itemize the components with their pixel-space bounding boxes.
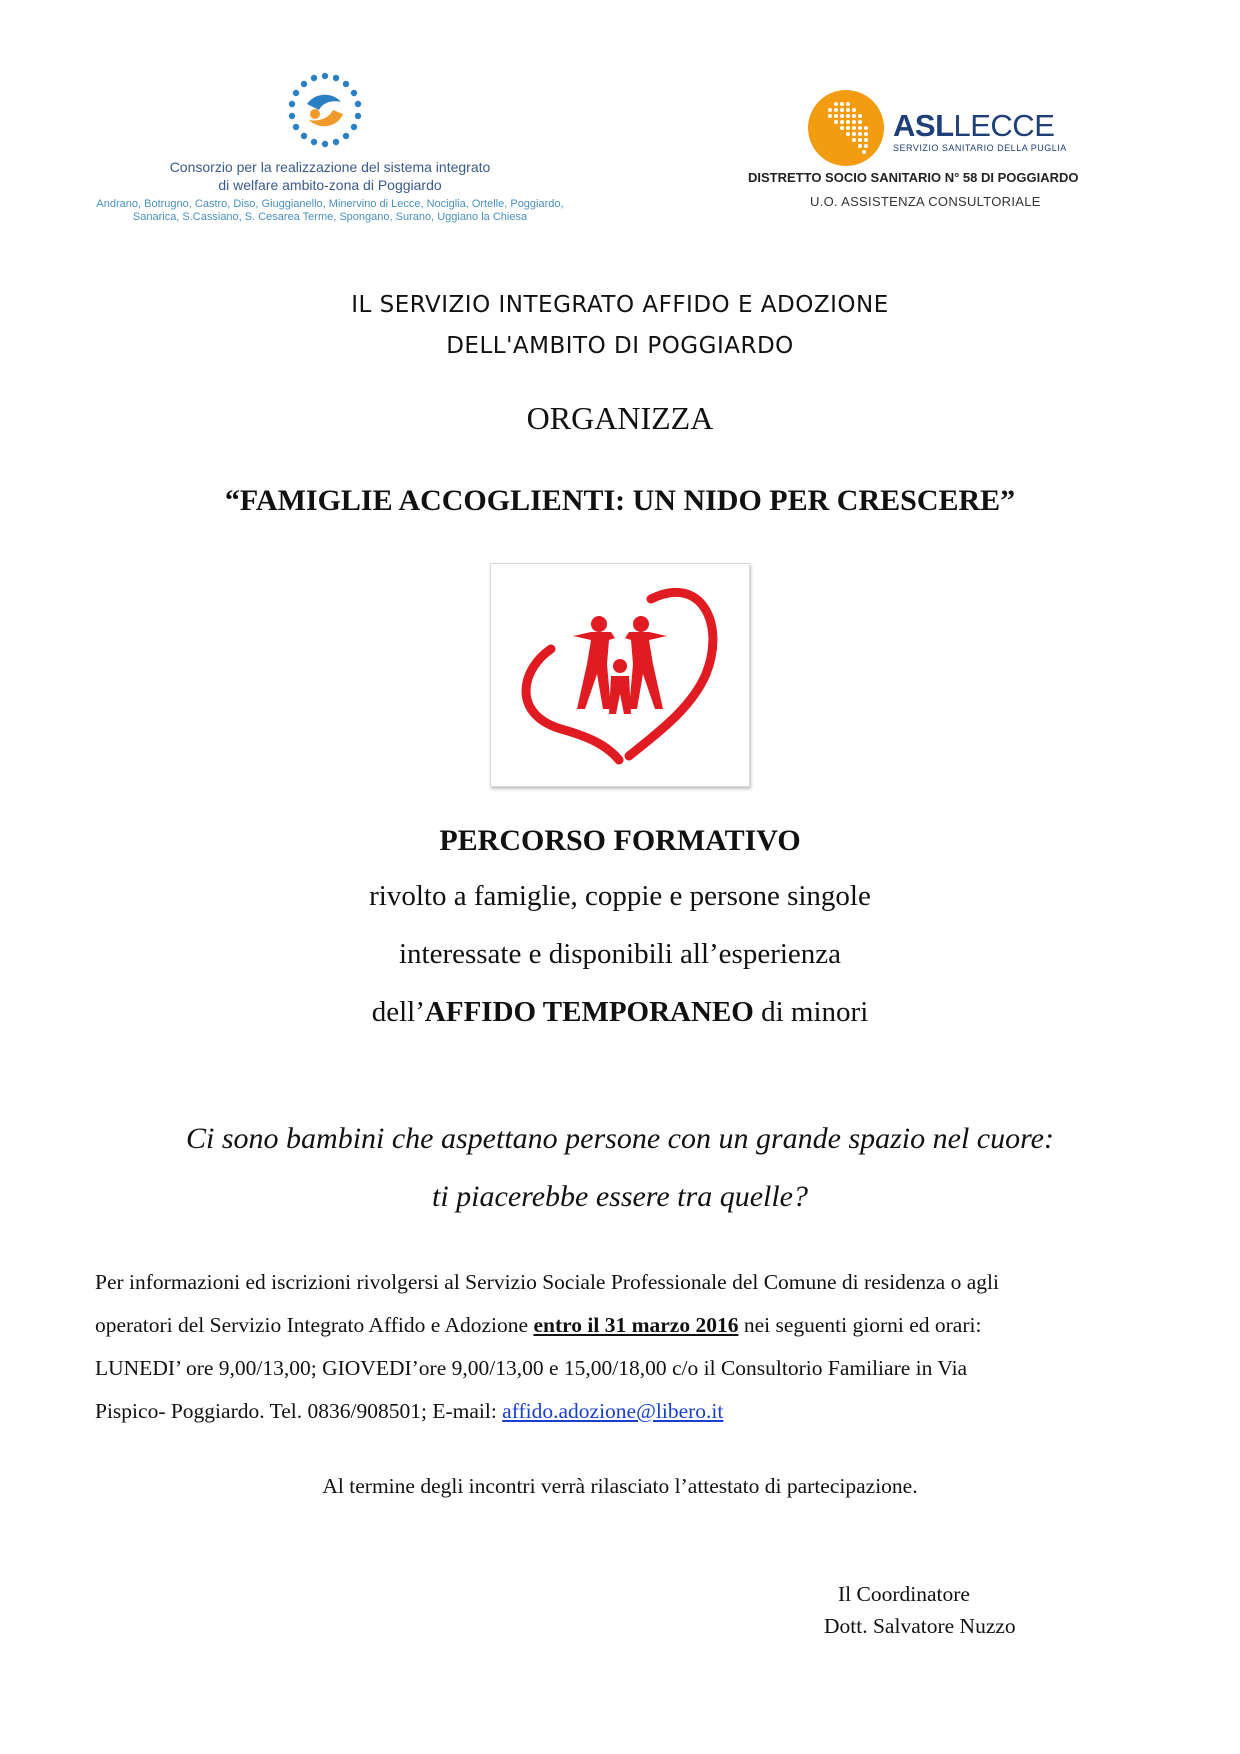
asl-logo-graphic: [806, 88, 886, 168]
consorzio-name-line2: di welfare ambito-zona di Poggiardo: [218, 177, 442, 193]
info-line2: [95, 1304, 1155, 1347]
asl-brand: [893, 108, 1054, 144]
info-line3: LUNEDI’ ore 9,00/13,00; GIOVEDI’ore 9,00/13,00 e 15,00/18,00 c/o il Consultorio Familiare in Via: [95, 1356, 968, 1380]
desc-line3-post: di minori: [753, 996, 869, 1028]
info-deadline: entro il 31 marzo 2016: [533, 1313, 739, 1337]
email-link[interactable]: affido.adozione@libero.it: [502, 1399, 724, 1423]
consorzio-logo-graphic: [285, 70, 365, 150]
coordinatore-name: Dott. Salvatore Nuzzo: [824, 1614, 1016, 1638]
desc-line1: rivolto a famiglie, coppie e persone singole: [369, 880, 871, 912]
info-paragraph: [95, 1261, 1155, 1433]
quote-line1: Ci sono bambini che aspettano persone con un grande spazio nel cuore:: [186, 1122, 1054, 1155]
organizza-heading: ORGANIZZA: [526, 400, 714, 436]
desc-line2: interessate e disponibili all’esperienza: [398, 938, 842, 970]
coordinatore-title: Il Coordinatore: [838, 1582, 970, 1606]
event-title: “FAMIGLIE ACCOGLIENTI: UN NIDO PER CRESCERE”: [224, 484, 1016, 517]
asl-uo: U.O. ASSISTENZA CONSULTORIALE: [810, 194, 1041, 209]
desc-line3: [0, 996, 1240, 1029]
consorzio-comuni-line2: Sanarica, S.Cassiano, S. Cesarea Terme, Spongano, Surano, Uggiano la Chiesa: [132, 211, 528, 223]
desc-line3-pre: dell’: [371, 996, 425, 1028]
attestato-note: Al termine degli incontri verrà rilasciato l’attestato di partecipazione.: [322, 1474, 918, 1498]
desc-line3-bold: AFFIDO TEMPORANEO: [424, 996, 754, 1028]
info-line4: [95, 1390, 1155, 1433]
service-title-line2: DELL'AMBITO DI POGGIARDO: [446, 333, 794, 359]
asl-logo: [806, 88, 886, 168]
consorzio-logo: [285, 70, 365, 150]
info-line2-post: nei seguenti giorni ed orari:: [738, 1313, 982, 1337]
info-line1: Per informazioni ed iscrizioni rivolgersi al Servizio Sociale Professionale del Comune di residenza o agli: [95, 1270, 999, 1294]
family-heart-icon: [491, 564, 749, 786]
consorzio-name-line1: Consorzio per la realizzazione del sistema integrato: [169, 159, 491, 175]
asl-distretto: DISTRETTO SOCIO SANITARIO N° 58 DI POGGIARDO: [748, 170, 1079, 185]
info-line2-pre: operatori del Servizio Integrato Affido e Adozione: [95, 1313, 534, 1337]
consorzio-comuni-line1: Andrano, Botrugno, Castro, Diso, Giuggianello, Minervino di Lecce, Nociglia, Ortelle, Poggiardo,: [96, 198, 564, 210]
service-title-line1: IL SERVIZIO INTEGRATO AFFIDO E ADOZIONE: [351, 292, 889, 318]
quote-line2: ti piacerebbe essere tra quelle?: [432, 1180, 808, 1213]
family-heart-image: [490, 563, 750, 787]
asl-brand-bold: ASL: [893, 108, 954, 143]
asl-subtitle: SERVIZIO SANITARIO DELLA PUGLIA: [893, 143, 1067, 153]
asl-brand-light: LECCE: [953, 108, 1055, 143]
percorso-heading: PERCORSO FORMATIVO: [439, 824, 801, 857]
info-line4-pre: Pispico- Poggiardo. Tel. 0836/908501; E-mail:: [95, 1399, 503, 1423]
